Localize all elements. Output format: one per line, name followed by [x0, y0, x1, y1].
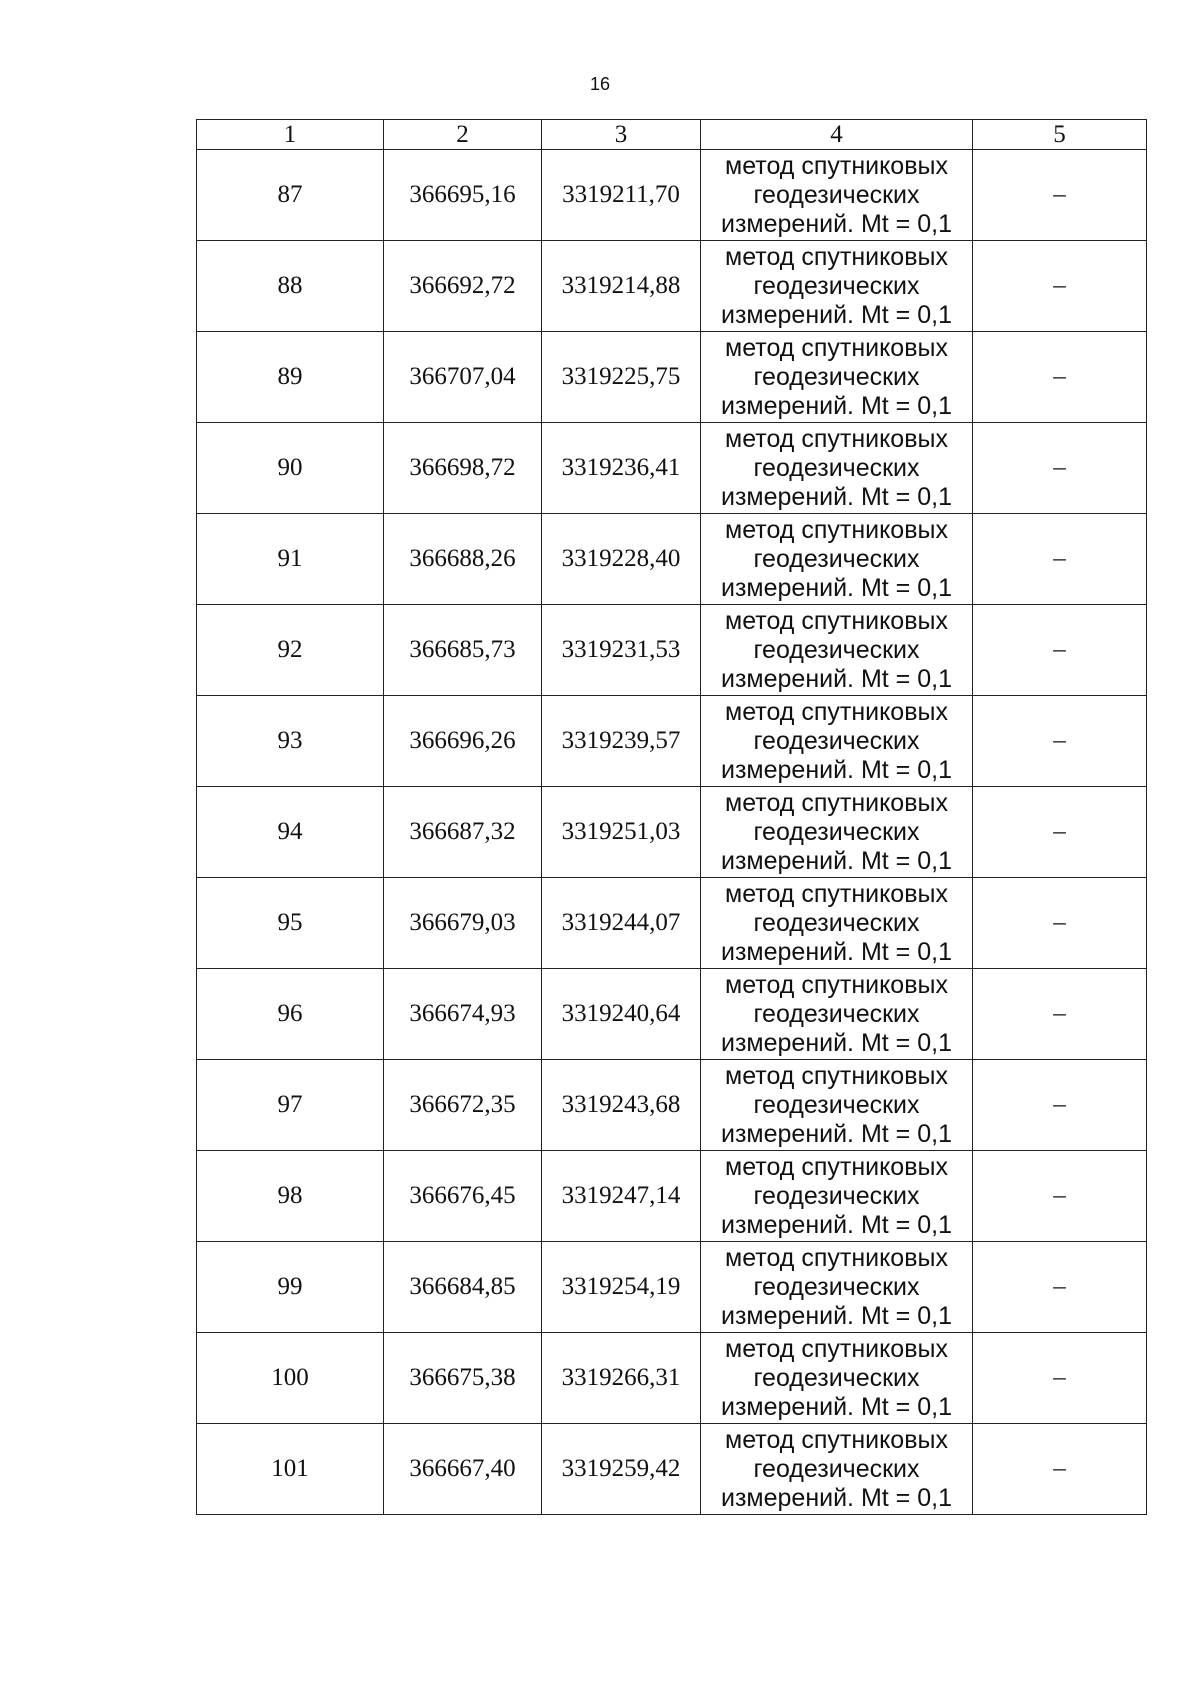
y-coordinate-cell: 3319225,75	[542, 332, 701, 423]
method-text-line: геодезических	[753, 817, 920, 846]
note-cell: –	[973, 605, 1147, 696]
method-cell	[701, 878, 973, 969]
x-coordinate-cell: 366679,03	[384, 878, 542, 969]
note-cell: –	[973, 696, 1147, 787]
header-col-1: 1	[197, 120, 384, 150]
method-text-line: геодезических	[753, 362, 920, 391]
method-text-line: метод спутниковых	[725, 1152, 948, 1181]
method-cell	[701, 332, 973, 423]
note-cell: –	[973, 1060, 1147, 1151]
note-cell: –	[973, 1424, 1147, 1515]
method-cell	[701, 241, 973, 332]
method-text-line: измерений. Mt = 0,1	[721, 664, 952, 693]
method-cell	[701, 787, 973, 878]
x-coordinate-cell: 366698,72	[384, 423, 542, 514]
note-cell: –	[973, 787, 1147, 878]
method-text-line: измерений. Mt = 0,1	[721, 1483, 952, 1512]
method-text-line: измерений. Mt = 0,1	[721, 482, 952, 511]
method-text-line: геодезических	[753, 271, 920, 300]
y-coordinate-cell: 3319228,40	[542, 514, 701, 605]
method-text-line: метод спутниковых	[725, 515, 948, 544]
note-cell: –	[973, 969, 1147, 1060]
y-coordinate-cell: 3319243,68	[542, 1060, 701, 1151]
method-text-line: геодезических	[753, 1090, 920, 1119]
y-coordinate-cell: 3319254,19	[542, 1242, 701, 1333]
header-col-2: 2	[384, 120, 542, 150]
table-row	[197, 787, 1147, 878]
method-cell	[701, 1060, 973, 1151]
table-row	[197, 1333, 1147, 1424]
note-cell: –	[973, 150, 1147, 241]
method-text-line: метод спутниковых	[725, 697, 948, 726]
x-coordinate-cell: 366667,40	[384, 1424, 542, 1515]
method-text-line: геодезических	[753, 635, 920, 664]
method-text-line: измерений. Mt = 0,1	[721, 846, 952, 875]
method-text-line: геодезических	[753, 1454, 920, 1483]
method-text-line: геодезических	[753, 726, 920, 755]
method-text-line: геодезических	[753, 908, 920, 937]
method-text-line: метод спутниковых	[725, 1334, 948, 1363]
y-coordinate-cell: 3319259,42	[542, 1424, 701, 1515]
y-coordinate-cell: 3319247,14	[542, 1151, 701, 1242]
table-row	[197, 150, 1147, 241]
y-coordinate-cell: 3319236,41	[542, 423, 701, 514]
method-text-line: измерений. Mt = 0,1	[721, 937, 952, 966]
header-col-3: 3	[542, 120, 701, 150]
note-cell: –	[973, 514, 1147, 605]
table-row	[197, 1242, 1147, 1333]
point-number-cell: 88	[197, 241, 384, 332]
table-row	[197, 423, 1147, 514]
method-cell	[701, 969, 973, 1060]
note-cell: –	[973, 241, 1147, 332]
point-number-cell: 97	[197, 1060, 384, 1151]
method-text-line: измерений. Mt = 0,1	[721, 1392, 952, 1421]
note-cell: –	[973, 1333, 1147, 1424]
table-header	[197, 120, 1147, 150]
point-number-cell: 101	[197, 1424, 384, 1515]
method-text-line: измерений. Mt = 0,1	[721, 1210, 952, 1239]
table-row	[197, 1060, 1147, 1151]
x-coordinate-cell: 366687,32	[384, 787, 542, 878]
x-coordinate-cell: 366676,45	[384, 1151, 542, 1242]
y-coordinate-cell: 3319211,70	[542, 150, 701, 241]
note-cell: –	[973, 1242, 1147, 1333]
method-cell	[701, 423, 973, 514]
y-coordinate-cell: 3319240,64	[542, 969, 701, 1060]
y-coordinate-cell: 3319251,03	[542, 787, 701, 878]
header-col-5: 5	[973, 120, 1147, 150]
point-number-cell: 89	[197, 332, 384, 423]
x-coordinate-cell: 366688,26	[384, 514, 542, 605]
table-row	[197, 969, 1147, 1060]
x-coordinate-cell: 366672,35	[384, 1060, 542, 1151]
table-row	[197, 696, 1147, 787]
x-coordinate-cell: 366684,85	[384, 1242, 542, 1333]
method-text-line: измерений. Mt = 0,1	[721, 300, 952, 329]
method-cell	[701, 696, 973, 787]
x-coordinate-cell: 366692,72	[384, 241, 542, 332]
table-row	[197, 878, 1147, 969]
table-row	[197, 241, 1147, 332]
x-coordinate-cell: 366707,04	[384, 332, 542, 423]
y-coordinate-cell: 3319231,53	[542, 605, 701, 696]
x-coordinate-cell: 366675,38	[384, 1333, 542, 1424]
method-text-line: метод спутниковых	[725, 333, 948, 362]
method-cell	[701, 1151, 973, 1242]
point-number-cell: 93	[197, 696, 384, 787]
y-coordinate-cell: 3319244,07	[542, 878, 701, 969]
method-text-line: метод спутниковых	[725, 788, 948, 817]
method-cell	[701, 1333, 973, 1424]
y-coordinate-cell: 3319214,88	[542, 241, 701, 332]
point-number-cell: 87	[197, 150, 384, 241]
x-coordinate-cell: 366674,93	[384, 969, 542, 1060]
table-row	[197, 605, 1147, 696]
header-row	[197, 120, 1147, 150]
method-text-line: геодезических	[753, 1181, 920, 1210]
method-text-line: измерений. Mt = 0,1	[721, 1119, 952, 1148]
method-text-line: измерений. Mt = 0,1	[721, 391, 952, 420]
point-number-cell: 91	[197, 514, 384, 605]
method-text-line: измерений. Mt = 0,1	[721, 573, 952, 602]
method-cell	[701, 1424, 973, 1515]
header-col-4: 4	[701, 120, 973, 150]
method-text-line: метод спутниковых	[725, 1425, 948, 1454]
method-cell	[701, 605, 973, 696]
point-number-cell: 92	[197, 605, 384, 696]
method-text-line: измерений. Mt = 0,1	[721, 1028, 952, 1057]
method-cell	[701, 150, 973, 241]
method-text-line: измерений. Mt = 0,1	[721, 755, 952, 784]
method-text-line: метод спутниковых	[725, 1061, 948, 1090]
point-number-cell: 96	[197, 969, 384, 1060]
point-number-cell: 94	[197, 787, 384, 878]
x-coordinate-cell: 366695,16	[384, 150, 542, 241]
method-text-line: измерений. Mt = 0,1	[721, 209, 952, 238]
method-text-line: измерений. Mt = 0,1	[721, 1301, 952, 1330]
method-text-line: метод спутниковых	[725, 606, 948, 635]
table-row	[197, 1151, 1147, 1242]
method-text-line: метод спутниковых	[725, 970, 948, 999]
y-coordinate-cell: 3319266,31	[542, 1333, 701, 1424]
page-number: 16	[589, 74, 611, 94]
point-number-cell: 99	[197, 1242, 384, 1333]
method-text-line: метод спутниковых	[725, 424, 948, 453]
point-number-cell: 98	[197, 1151, 384, 1242]
method-text-line: геодезических	[753, 999, 920, 1028]
x-coordinate-cell: 366696,26	[384, 696, 542, 787]
method-text-line: метод спутниковых	[725, 151, 948, 180]
note-cell: –	[973, 878, 1147, 969]
method-text-line: метод спутниковых	[725, 1243, 948, 1272]
table-row	[197, 332, 1147, 423]
point-number-cell: 95	[197, 878, 384, 969]
method-text-line: метод спутниковых	[725, 242, 948, 271]
method-text-line: метод спутниковых	[725, 879, 948, 908]
method-text-line: геодезических	[753, 1363, 920, 1392]
x-coordinate-cell: 366685,73	[384, 605, 542, 696]
method-cell	[701, 1242, 973, 1333]
note-cell: –	[973, 332, 1147, 423]
coordinates-table	[196, 119, 1147, 1515]
table-row	[197, 1424, 1147, 1515]
table-row	[197, 514, 1147, 605]
point-number-cell: 90	[197, 423, 384, 514]
note-cell: –	[973, 1151, 1147, 1242]
table-body	[197, 150, 1147, 1515]
method-text-line: геодезических	[753, 453, 920, 482]
method-text-line: геодезических	[753, 180, 920, 209]
point-number-cell: 100	[197, 1333, 384, 1424]
method-text-line: геодезических	[753, 544, 920, 573]
note-cell: –	[973, 423, 1147, 514]
method-text-line: геодезических	[753, 1272, 920, 1301]
y-coordinate-cell: 3319239,57	[542, 696, 701, 787]
method-cell	[701, 514, 973, 605]
